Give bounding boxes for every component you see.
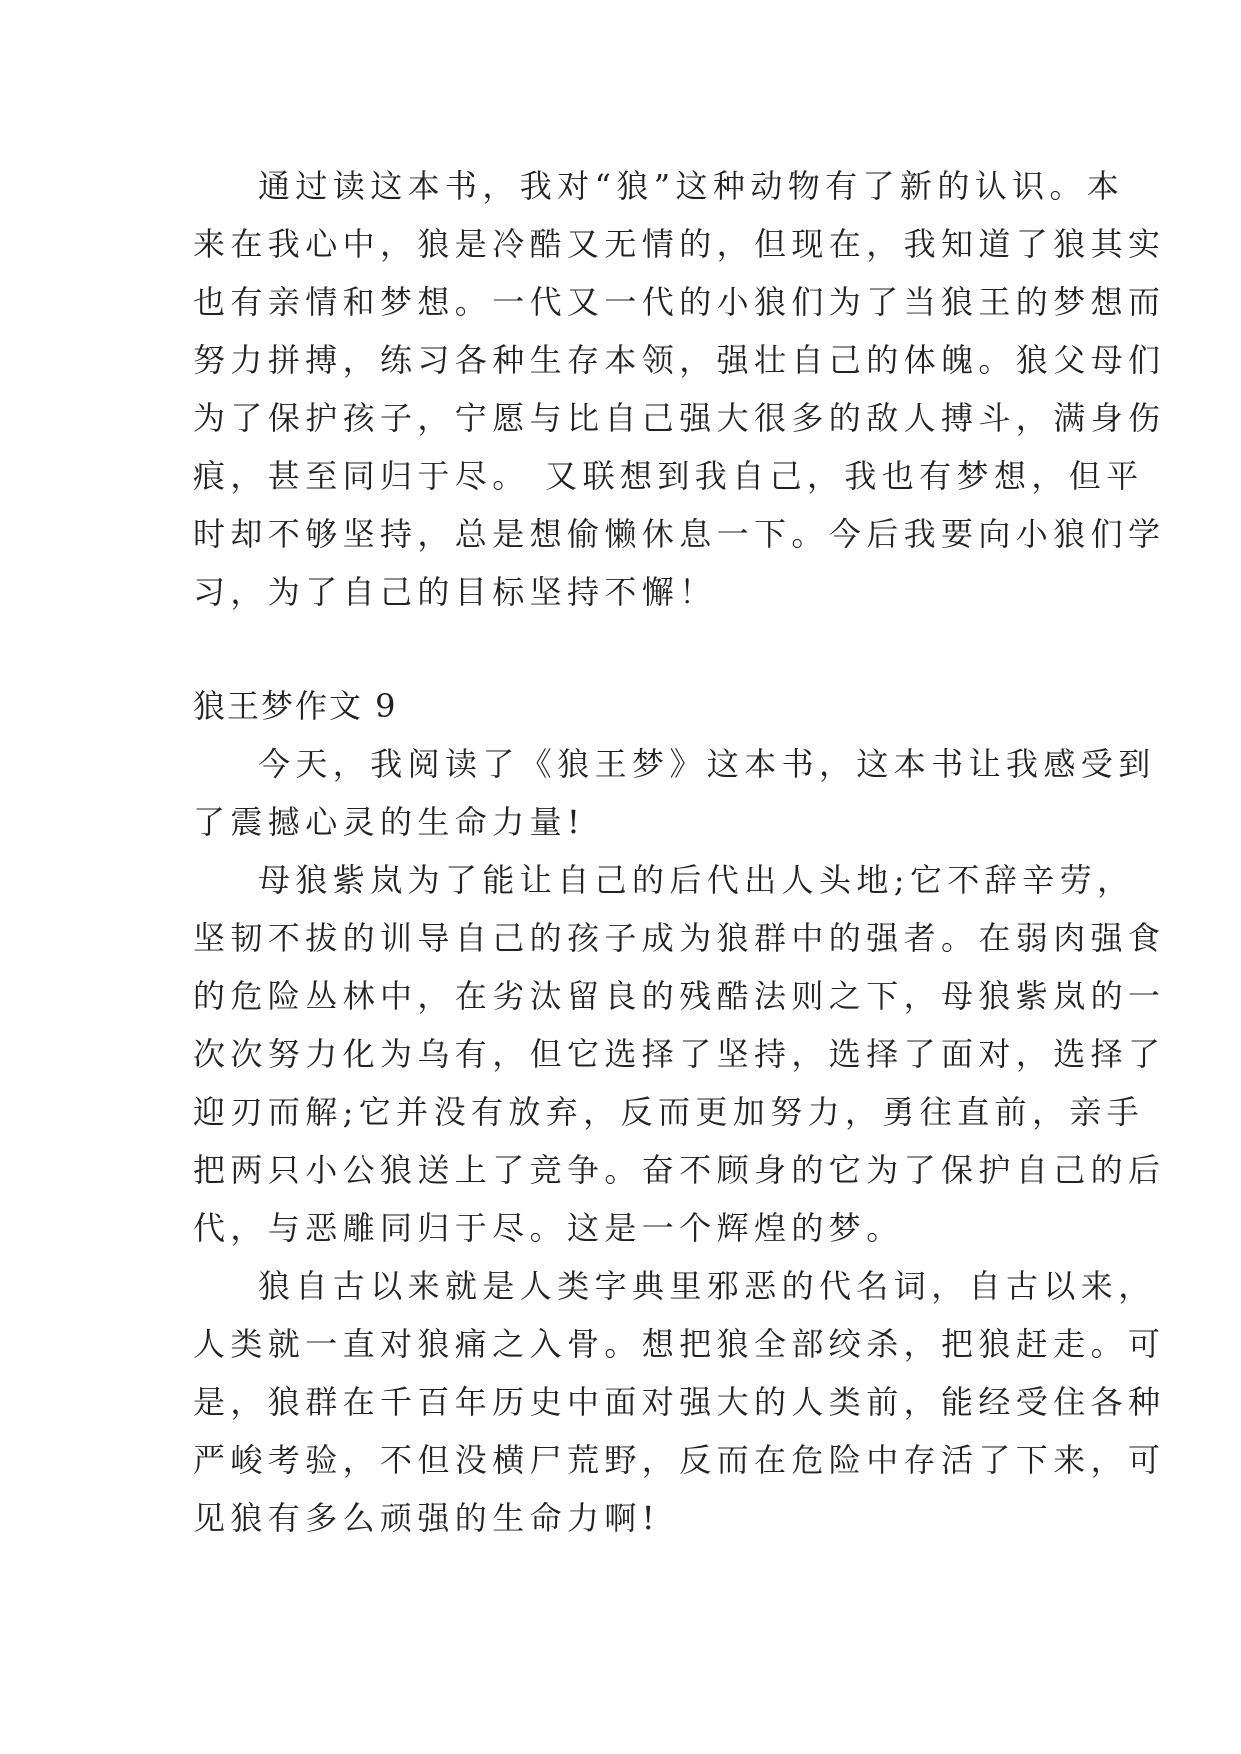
- paragraph-1-line-6: 痕，甚至同归于尽。 又联想到我自己，我也有梦想，但平: [193, 457, 1144, 495]
- paragraph-1-line-1: 通过读这本书，我对“狼”这种动物有了新的认识。本: [258, 167, 1125, 205]
- paragraph-4-line-4: 严峻考验，不但没横尸荒野，反而在危险中存活了下来，可: [193, 1441, 1166, 1479]
- paragraph-3-line-2: 坚韧不拔的训导自己的孩子成为狼群中的强者。在弱肉强食: [193, 919, 1166, 957]
- paragraph-1-line-7: 时却不够坚持，总是想偷懒休息一下。今后我要向小狼们学: [193, 515, 1166, 553]
- paragraph-3-line-4: 次次努力化为乌有，但它选择了坚持，选择了面对，选择了: [193, 1035, 1166, 1073]
- paragraph-3-line-3: 的危险丛林中，在劣汰留良的残酷法则之下，母狼紫岚的一: [193, 977, 1166, 1015]
- paragraph-1-line-8: 习，为了自己的目标坚持不懈！: [193, 573, 717, 611]
- paragraph-3-line-6: 把两只小公狼送上了竞争。奋不顾身的它为了保护自己的后: [193, 1151, 1166, 1189]
- paragraph-3-line-1: 母狼紫岚为了能让自己的后代出人头地;它不辞辛劳，: [258, 861, 1135, 899]
- paragraph-4-line-3: 是，狼群在千百年历史中面对强大的人类前，能经受住各种: [193, 1383, 1166, 1421]
- paragraph-1-line-4: 努力拼搏，练习各种生存本领，强壮自己的体魄。狼父母们: [193, 341, 1166, 379]
- paragraph-3-line-7: 代，与恶雕同归于尽。这是一个辉煌的梦。: [193, 1209, 904, 1247]
- paragraph-1-line-2: 来在我心中，狼是冷酷又无情的，但现在，我知道了狼其实: [193, 225, 1166, 263]
- paragraph-4-line-5: 见狼有多么顽强的生命力啊!: [193, 1499, 661, 1537]
- paragraph-4-line-1: 狼自古以来就是人类字典里邪恶的代名词，自古以来，: [258, 1267, 1156, 1305]
- paragraph-4-line-2: 人类就一直对狼痛之入骨。想把狼全部绞杀，把狼赶走。可: [193, 1325, 1166, 1363]
- paragraph-1-line-5: 为了保护孩子，宁愿与比自己强大很多的敌人搏斗，满身伤: [193, 399, 1166, 437]
- paragraph-2-line-2: 了震撼心灵的生命力量!: [193, 803, 586, 841]
- paragraph-3-line-5: 迎刃而解;它并没有放弃，反而更加努力，勇往直前，亲手: [193, 1093, 1145, 1131]
- paragraph-2-line-1: 今天，我阅读了《狼王梦》这本书，这本书让我感受到: [258, 745, 1156, 783]
- paragraph-1-line-3: 也有亲情和梦想。一代又一代的小狼们为了当狼王的梦想而: [193, 283, 1166, 321]
- section-title: 狼王梦作文 9: [193, 687, 398, 725]
